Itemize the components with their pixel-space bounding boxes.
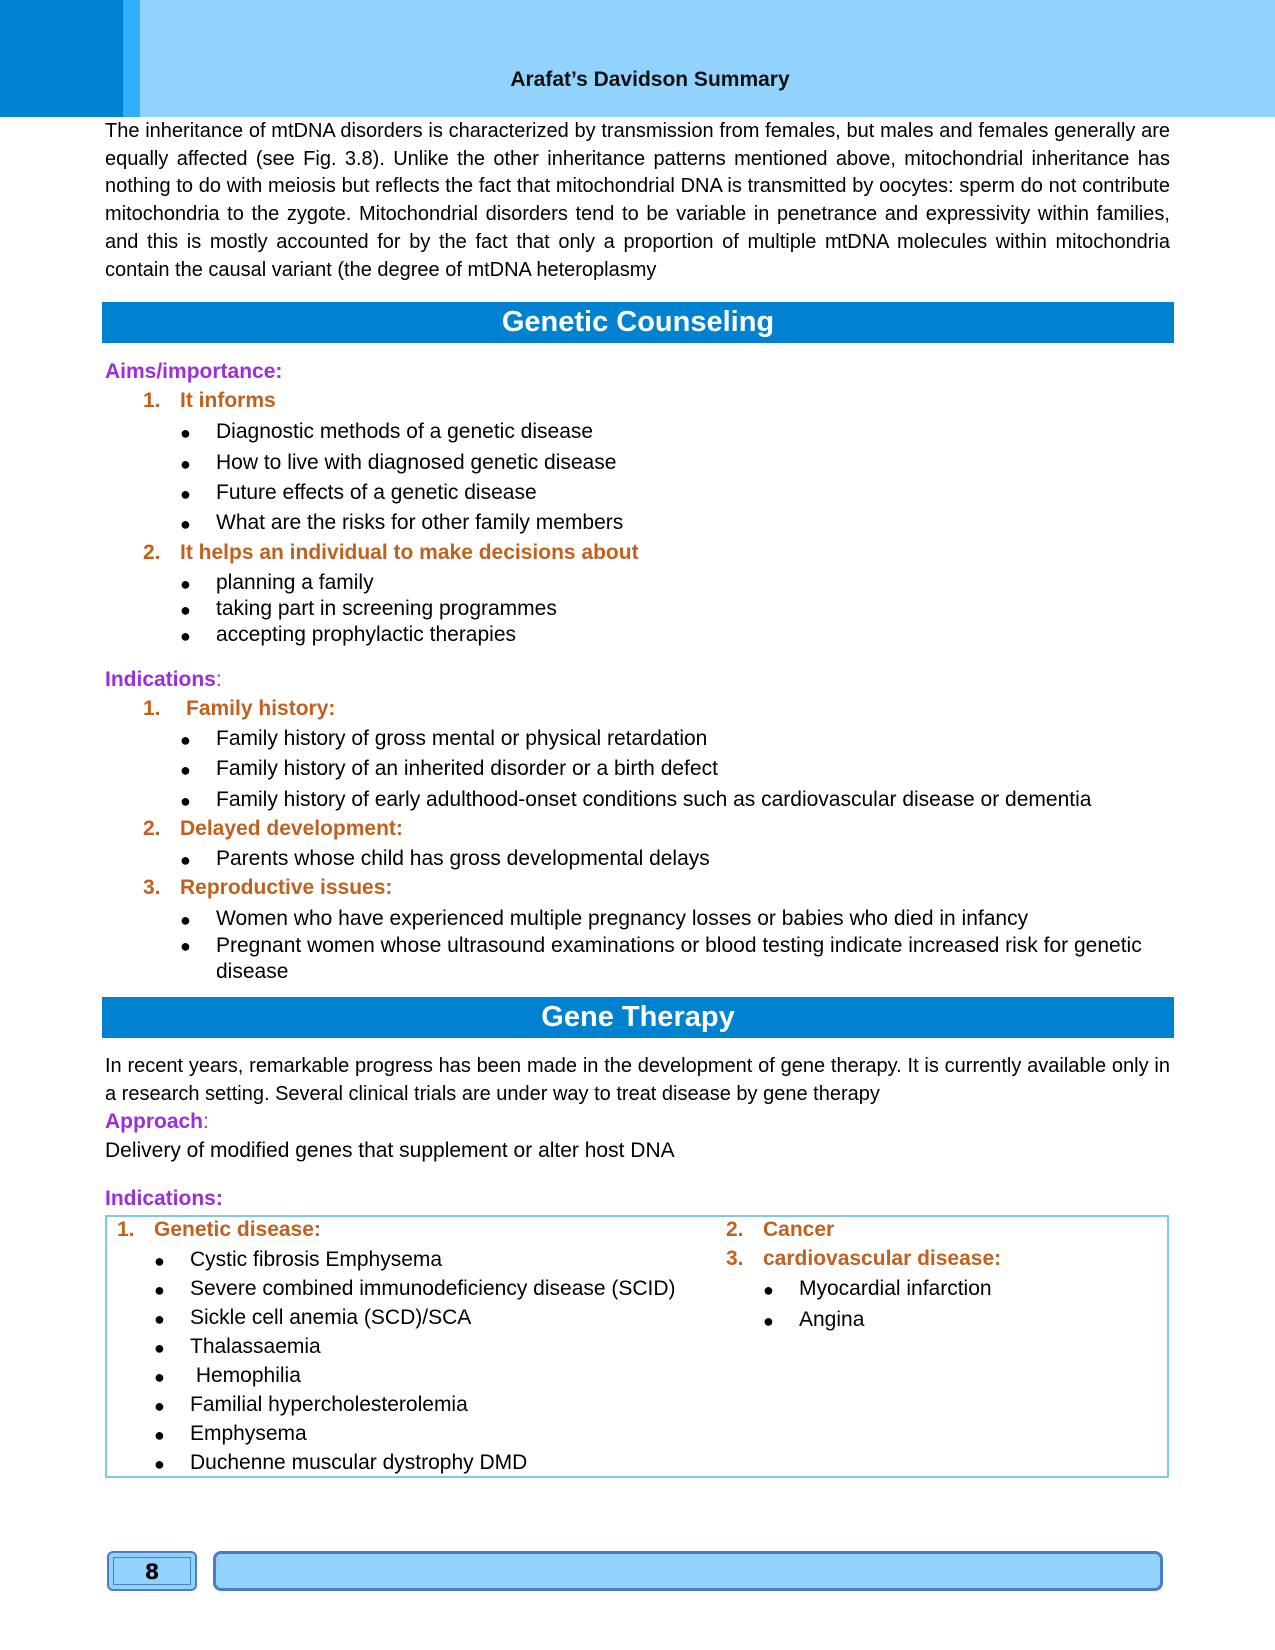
- indication-item-2: [143, 817, 403, 841]
- genetic-disease-item: [117, 1218, 321, 1242]
- list-item: ● taking part in screening programmes: [180, 597, 557, 623]
- list-item: ● Severe combined immunodeficiency disease (SCID): [154, 1277, 676, 1303]
- indication-label: Cancer: [763, 1218, 835, 1241]
- list-item: ● Diagnostic methods of a genetic disease: [180, 420, 593, 446]
- bullet-icon: ●: [763, 1311, 774, 1331]
- indication-number: 1.: [117, 1218, 135, 1241]
- list-item: ● Family history of an inherited disorder or a birth defect: [180, 757, 718, 783]
- bullet-icon: ●: [180, 910, 191, 930]
- indication-item-3: [143, 876, 392, 900]
- indication-number: 3.: [143, 876, 161, 899]
- list-item: ● Women who have experienced multiple pregnancy losses or babies who died in infancy: [180, 907, 1028, 933]
- bullet-icon: ●: [180, 760, 191, 780]
- indication-number: 3.: [726, 1247, 744, 1270]
- list-item: ● Duchenne muscular dystrophy DMD: [154, 1451, 527, 1477]
- bullet-icon: ●: [154, 1251, 165, 1271]
- bullet-icon: ●: [180, 936, 191, 956]
- indication-label: Reproductive issues:: [180, 876, 393, 899]
- cardiovascular-item: [726, 1247, 1001, 1271]
- indications-heading: Indications:: [105, 668, 222, 691]
- indication-label: Genetic disease:: [154, 1218, 321, 1241]
- list-item: ● Future effects of a genetic disease: [180, 481, 537, 507]
- bullet-icon: ●: [180, 514, 191, 534]
- indication-number: 1.: [143, 697, 161, 720]
- book-title: Arafat’s Davidson Summary: [510, 68, 790, 91]
- gene-therapy-intro: In recent years, remarkable progress has been made in the development of gene therapy. It is currently available only in a research setting. Several clinical trials are under way to treat disease by gene therapy: [105, 1055, 1170, 1105]
- list-item: ● Sickle cell anemia (SCD)/SCA: [154, 1306, 471, 1332]
- list-item: ● Pregnant women whose ultrasound examinations or blood testing indicate increased risk for genetic disease: [180, 934, 1142, 983]
- bullet-icon: ●: [180, 484, 191, 504]
- list-item: ● Emphysema: [154, 1422, 307, 1448]
- bullet-icon: ●: [180, 850, 191, 870]
- list-item: ● Family history of gross mental or physical retardation: [180, 727, 707, 753]
- list-item: ● How to live with diagnosed genetic disease: [180, 451, 616, 477]
- indication-number: 2.: [726, 1218, 744, 1241]
- bullet-icon: ●: [154, 1280, 165, 1300]
- aim-label: It helps an individual to make decisions about: [180, 541, 639, 564]
- indication-label: cardiovascular disease:: [763, 1247, 1002, 1270]
- bullet-icon: ●: [154, 1367, 165, 1387]
- list-item: ● Parents whose child has gross developmental delays: [180, 847, 710, 873]
- approach-heading: Approach:: [105, 1110, 209, 1133]
- aim-item-1: [143, 389, 276, 413]
- bullet-icon: ●: [154, 1425, 165, 1445]
- list-item: ● accepting prophylactic therapies: [180, 623, 516, 649]
- header-accent-block: [0, 0, 123, 117]
- list-item: ● What are the risks for other family members: [180, 511, 623, 537]
- section-title-gene-therapy: Gene Therapy: [102, 997, 1174, 1038]
- intro-section: [105, 118, 1170, 284]
- aim-number: 2.: [143, 541, 161, 564]
- page-number-box: [107, 1551, 197, 1591]
- aims-heading: Aims/importance:: [105, 360, 283, 383]
- section-title-genetic-counseling: Genetic Counseling: [102, 302, 1174, 343]
- approach-text: Delivery of modified genes that supplement or alter host DNA: [105, 1139, 675, 1162]
- bullet-icon: ●: [180, 730, 191, 750]
- bullet-icon: ●: [154, 1454, 165, 1474]
- intro-paragraph: The inheritance of mtDNA disorders is characterized by transmission from females, but males and females generally are equally affected (see Fig. 3.8). Unlike the other inheritance patterns mentioned above, mitochondrial inheritance has nothing to do with meiosis but reflects the fact that mitochondrial DNA is transmitted by oocytes: sperm do not contribute mitochondria to the zygote. Mitochondrial disorders tend to be variable in penetrance and expressivity within families, and this is mostly accounted for by the fact that only a proportion of multiple mtDNA molecules within mitochondria contain the causal variant (the degree of mtDNA heteroplasmy: [105, 120, 1170, 281]
- indication-label: Family history:: [186, 697, 336, 720]
- bullet-icon: ●: [154, 1396, 165, 1416]
- page-number: 8: [113, 1557, 191, 1585]
- bullet-icon: ●: [180, 600, 191, 620]
- list-item: ● planning a family: [180, 571, 374, 597]
- aim-item-2: [143, 541, 639, 565]
- cancer-item: [726, 1218, 834, 1242]
- indication-label: Delayed development:: [180, 817, 403, 840]
- list-item: ● Familial hypercholesterolemia: [154, 1393, 468, 1419]
- list-item: ● Cystic fibrosis Emphysema: [154, 1248, 442, 1274]
- bullet-icon: ●: [180, 626, 191, 646]
- list-item: ● Angina: [763, 1308, 864, 1334]
- bullet-icon: ●: [154, 1338, 165, 1358]
- list-item: ● Hemophilia: [154, 1364, 301, 1390]
- indication-item-1: [143, 697, 335, 721]
- indication-number: 2.: [143, 817, 161, 840]
- gene-therapy-indications-heading: Indications:: [105, 1187, 223, 1210]
- aim-number: 1.: [143, 389, 161, 412]
- list-item: ● Family history of early adulthood-onset conditions such as cardiovascular disease or dementia: [180, 788, 1091, 814]
- bullet-icon: ●: [180, 454, 191, 474]
- bullet-icon: ●: [180, 423, 191, 443]
- header-accent-stripe: [123, 0, 140, 117]
- list-item: ● Thalassaemia: [154, 1335, 321, 1361]
- bullet-icon: ●: [154, 1309, 165, 1329]
- bullet-icon: ●: [763, 1280, 774, 1300]
- aim-label: It informs: [180, 389, 276, 412]
- bullet-icon: ●: [180, 574, 191, 594]
- bullet-icon: ●: [180, 791, 191, 811]
- footer-bar: [213, 1551, 1163, 1591]
- page-header: [0, 0, 1275, 117]
- list-item: ● Myocardial infarction: [763, 1277, 992, 1303]
